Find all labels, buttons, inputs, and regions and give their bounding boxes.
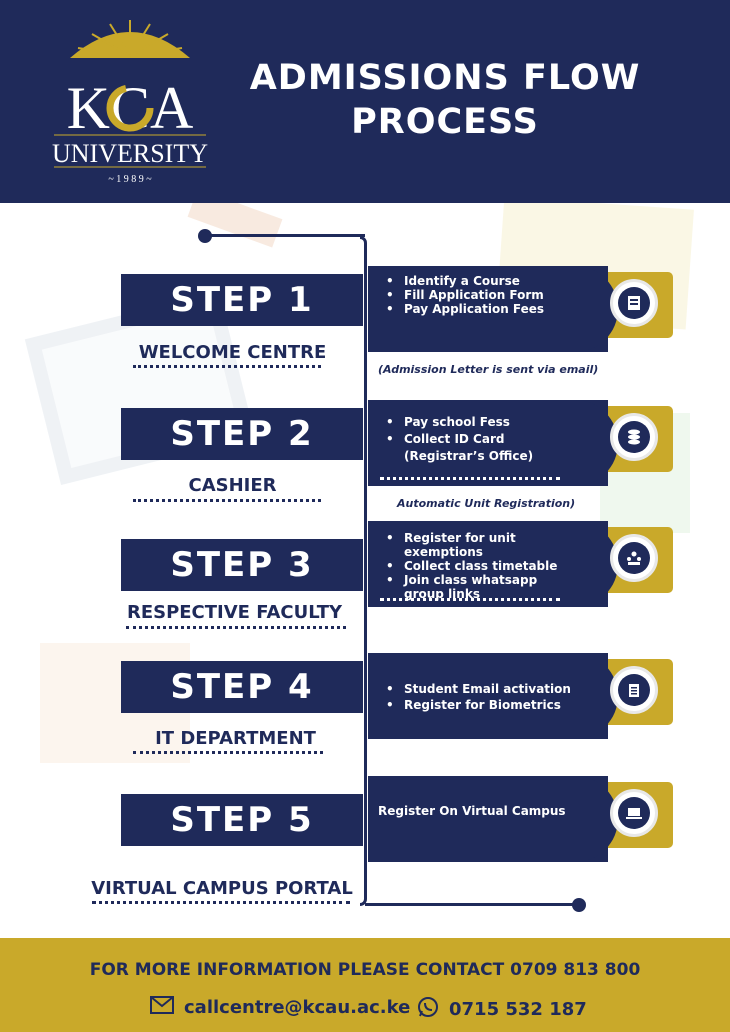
footer-info: FOR MORE INFORMATION PLEASE CONTACT 0709 813 800	[89, 960, 641, 980]
list-item: • Join class whatsapp	[382, 573, 582, 587]
step-4-list	[382, 681, 582, 713]
step-2-label: CASHIER	[188, 475, 277, 496]
list-item: • Identify a Course	[382, 274, 582, 288]
step-1-bar	[121, 274, 363, 326]
svg-text:UNIVERSITY: UNIVERSITY	[52, 139, 208, 168]
step-4-title: STEP 4	[170, 667, 314, 707]
clipboard-icon	[610, 666, 658, 714]
svg-text:~ 1 9 8 9 ~: ~ 1 9 8 9 ~	[108, 174, 152, 185]
title-line-1: ADMISSIONS FLOW	[249, 58, 641, 98]
step-5-label: VIRTUAL CAMPUS PORTAL	[91, 878, 353, 899]
list-item: • Fill Application Form	[382, 288, 582, 302]
step-4-label: IT DEPARTMENT	[155, 728, 316, 749]
email-contact[interactable]	[150, 996, 410, 1019]
list-item: • Pay school Fess	[382, 414, 582, 431]
header	[0, 0, 730, 203]
title-line-2: PROCESS	[351, 102, 539, 142]
step-5-title: STEP 5	[170, 800, 314, 840]
step-5-text: Register On Virtual Campus	[378, 804, 566, 818]
list-item: • Register for unit exemptions	[382, 531, 582, 559]
timeline-start-dot	[198, 229, 212, 243]
list-item: • Register for Biometrics	[382, 697, 582, 713]
step-1-title: STEP 1	[170, 280, 314, 320]
step-3-list	[382, 531, 582, 601]
step-1-note: (Admission Letter is sent via email)	[378, 363, 599, 376]
step-5-dotline	[92, 901, 350, 904]
coins-icon	[610, 413, 658, 461]
whatsapp-contact[interactable]	[417, 996, 587, 1023]
step-5-bar	[121, 794, 363, 846]
whatsapp-number[interactable]: 0715 532 187	[449, 999, 587, 1020]
timeline-end-dot	[572, 898, 586, 912]
step-2-bar	[121, 408, 363, 460]
list-item: (Registrar’s Office)	[404, 449, 534, 463]
step-1-label: WELCOME CENTRE	[138, 342, 327, 363]
step-4-bar	[121, 661, 363, 713]
list-item: • Collect ID Card	[382, 431, 582, 448]
group-icon	[610, 534, 658, 582]
timeline-bottom-line	[365, 903, 580, 906]
whatsapp-icon	[417, 996, 439, 1023]
step-3-dotline	[126, 626, 346, 629]
email-address[interactable]: callcentre@kcau.ac.ke	[184, 997, 411, 1018]
step-3-label: RESPECTIVE FACULTY	[126, 602, 343, 623]
list-item: group links	[404, 587, 480, 601]
step-4-card	[368, 653, 673, 739]
page-title	[230, 56, 660, 144]
footer	[0, 938, 730, 1032]
step-3-card	[368, 521, 673, 607]
logo-text: KCA	[66, 75, 194, 141]
step-1-dotline	[133, 365, 321, 368]
kca-logo	[50, 16, 210, 186]
step-3-bar	[121, 539, 363, 591]
step-5-card	[368, 776, 673, 862]
step-2-card	[368, 400, 673, 486]
timeline-top-line	[205, 234, 365, 237]
step-2-dotline	[133, 499, 321, 502]
list-item: • Student Email activation	[382, 681, 582, 697]
laptop-icon	[610, 789, 658, 837]
step-4-dotline	[133, 751, 323, 754]
email-icon	[150, 996, 174, 1019]
step-2-title: STEP 2	[170, 414, 314, 454]
application-icon	[610, 279, 658, 327]
step-1-card	[368, 266, 673, 352]
step-2-note: Automatic Unit Registration)	[397, 497, 576, 510]
step-2-list	[382, 414, 582, 465]
list-item: • Pay Application Fees	[382, 302, 582, 316]
step-3-title: STEP 3	[170, 545, 314, 585]
list-item: • Collect class timetable	[382, 559, 582, 573]
step-1-list	[382, 274, 582, 316]
